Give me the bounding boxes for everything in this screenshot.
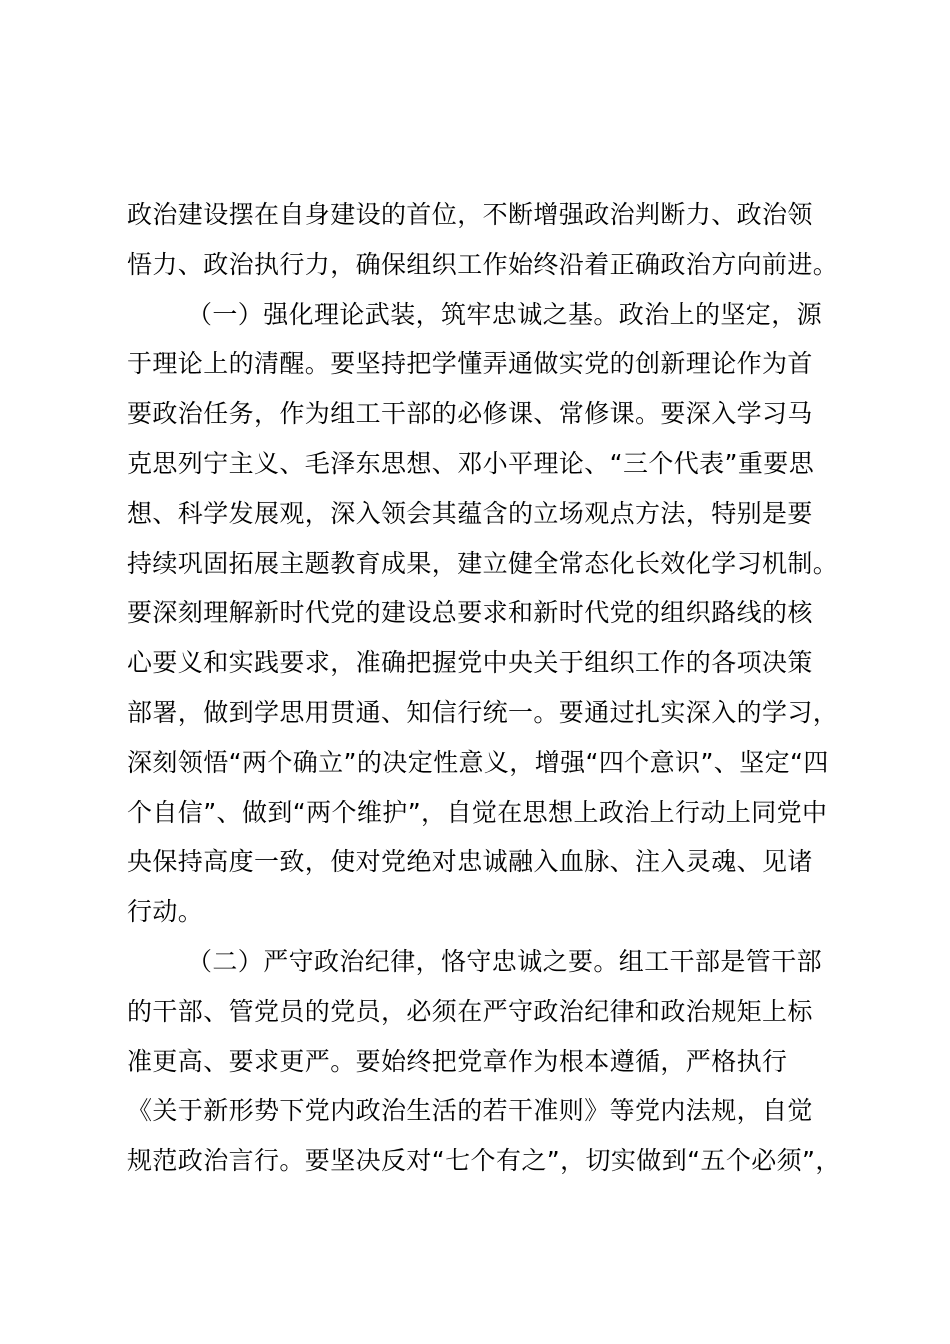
text-line: 央保持高度一致，使对党绝对忠诚融入血脉、注入灵魂、见诸: [127, 847, 813, 877]
text-line: 《关于新形势下党内政治生活的若干准则》等党内法规，自觉: [127, 1096, 813, 1126]
text-line: 部署，做到学思用贯通、知信行统一。要通过扎实深入的学习，: [127, 697, 839, 727]
text-line: 准更高、要求更严。要始终把党章作为根本遵循，严格执行: [127, 1046, 788, 1076]
body-text: [127, 190, 841, 1186]
text-line: 规范政治言行。要坚决反对“七个有之”，切实做到“五个必须”，: [127, 1146, 841, 1176]
section-heading-line: （一）强化理论武装，筑牢忠诚之基。政治上的坚定，源: [187, 299, 823, 329]
text-line: 想、科学发展观，深入领会其蕴含的立场观点方法，特别是要: [127, 498, 813, 528]
section-heading-line: （二）严守政治纪律，恪守忠诚之要。组工干部是管干部: [187, 946, 823, 976]
text-line: 的干部、管党员的党员，必须在严守政治纪律和政治规矩上标: [127, 996, 813, 1026]
text-line: 持续巩固拓展主题教育成果，建立健全常态化长效化学习机制。: [127, 548, 839, 578]
text-line: 心要义和实践要求，准确把握党中央关于组织工作的各项决策: [127, 648, 813, 678]
text-line: 于理论上的清醒。要坚持把学懂弄通做实党的创新理论作为首: [127, 349, 813, 379]
text-line: 悟力、政治执行力，确保组织工作始终沿着正确政治方向前进。: [127, 249, 839, 279]
text-line: 政治建设摆在自身建设的首位，不断增强政治判断力、政治领: [127, 200, 813, 229]
text-line: 深刻领悟“两个确立”的决定性意义，增强“四个意识”、坚定“四: [127, 747, 829, 777]
text-line: 克思列宁主义、毛泽东思想、邓小平理论、“三个代表”重要思: [127, 448, 815, 478]
text-line: 行动。: [127, 897, 204, 927]
text-line: 要政治任务，作为组工干部的必修课、常修课。要深入学习马: [127, 399, 813, 429]
text-line: 要深刻理解新时代党的建设总要求和新时代党的组织路线的核: [127, 598, 813, 628]
text-line: 个自信”、做到“两个维护”，自觉在思想上政治上行动上同党中: [127, 797, 828, 827]
